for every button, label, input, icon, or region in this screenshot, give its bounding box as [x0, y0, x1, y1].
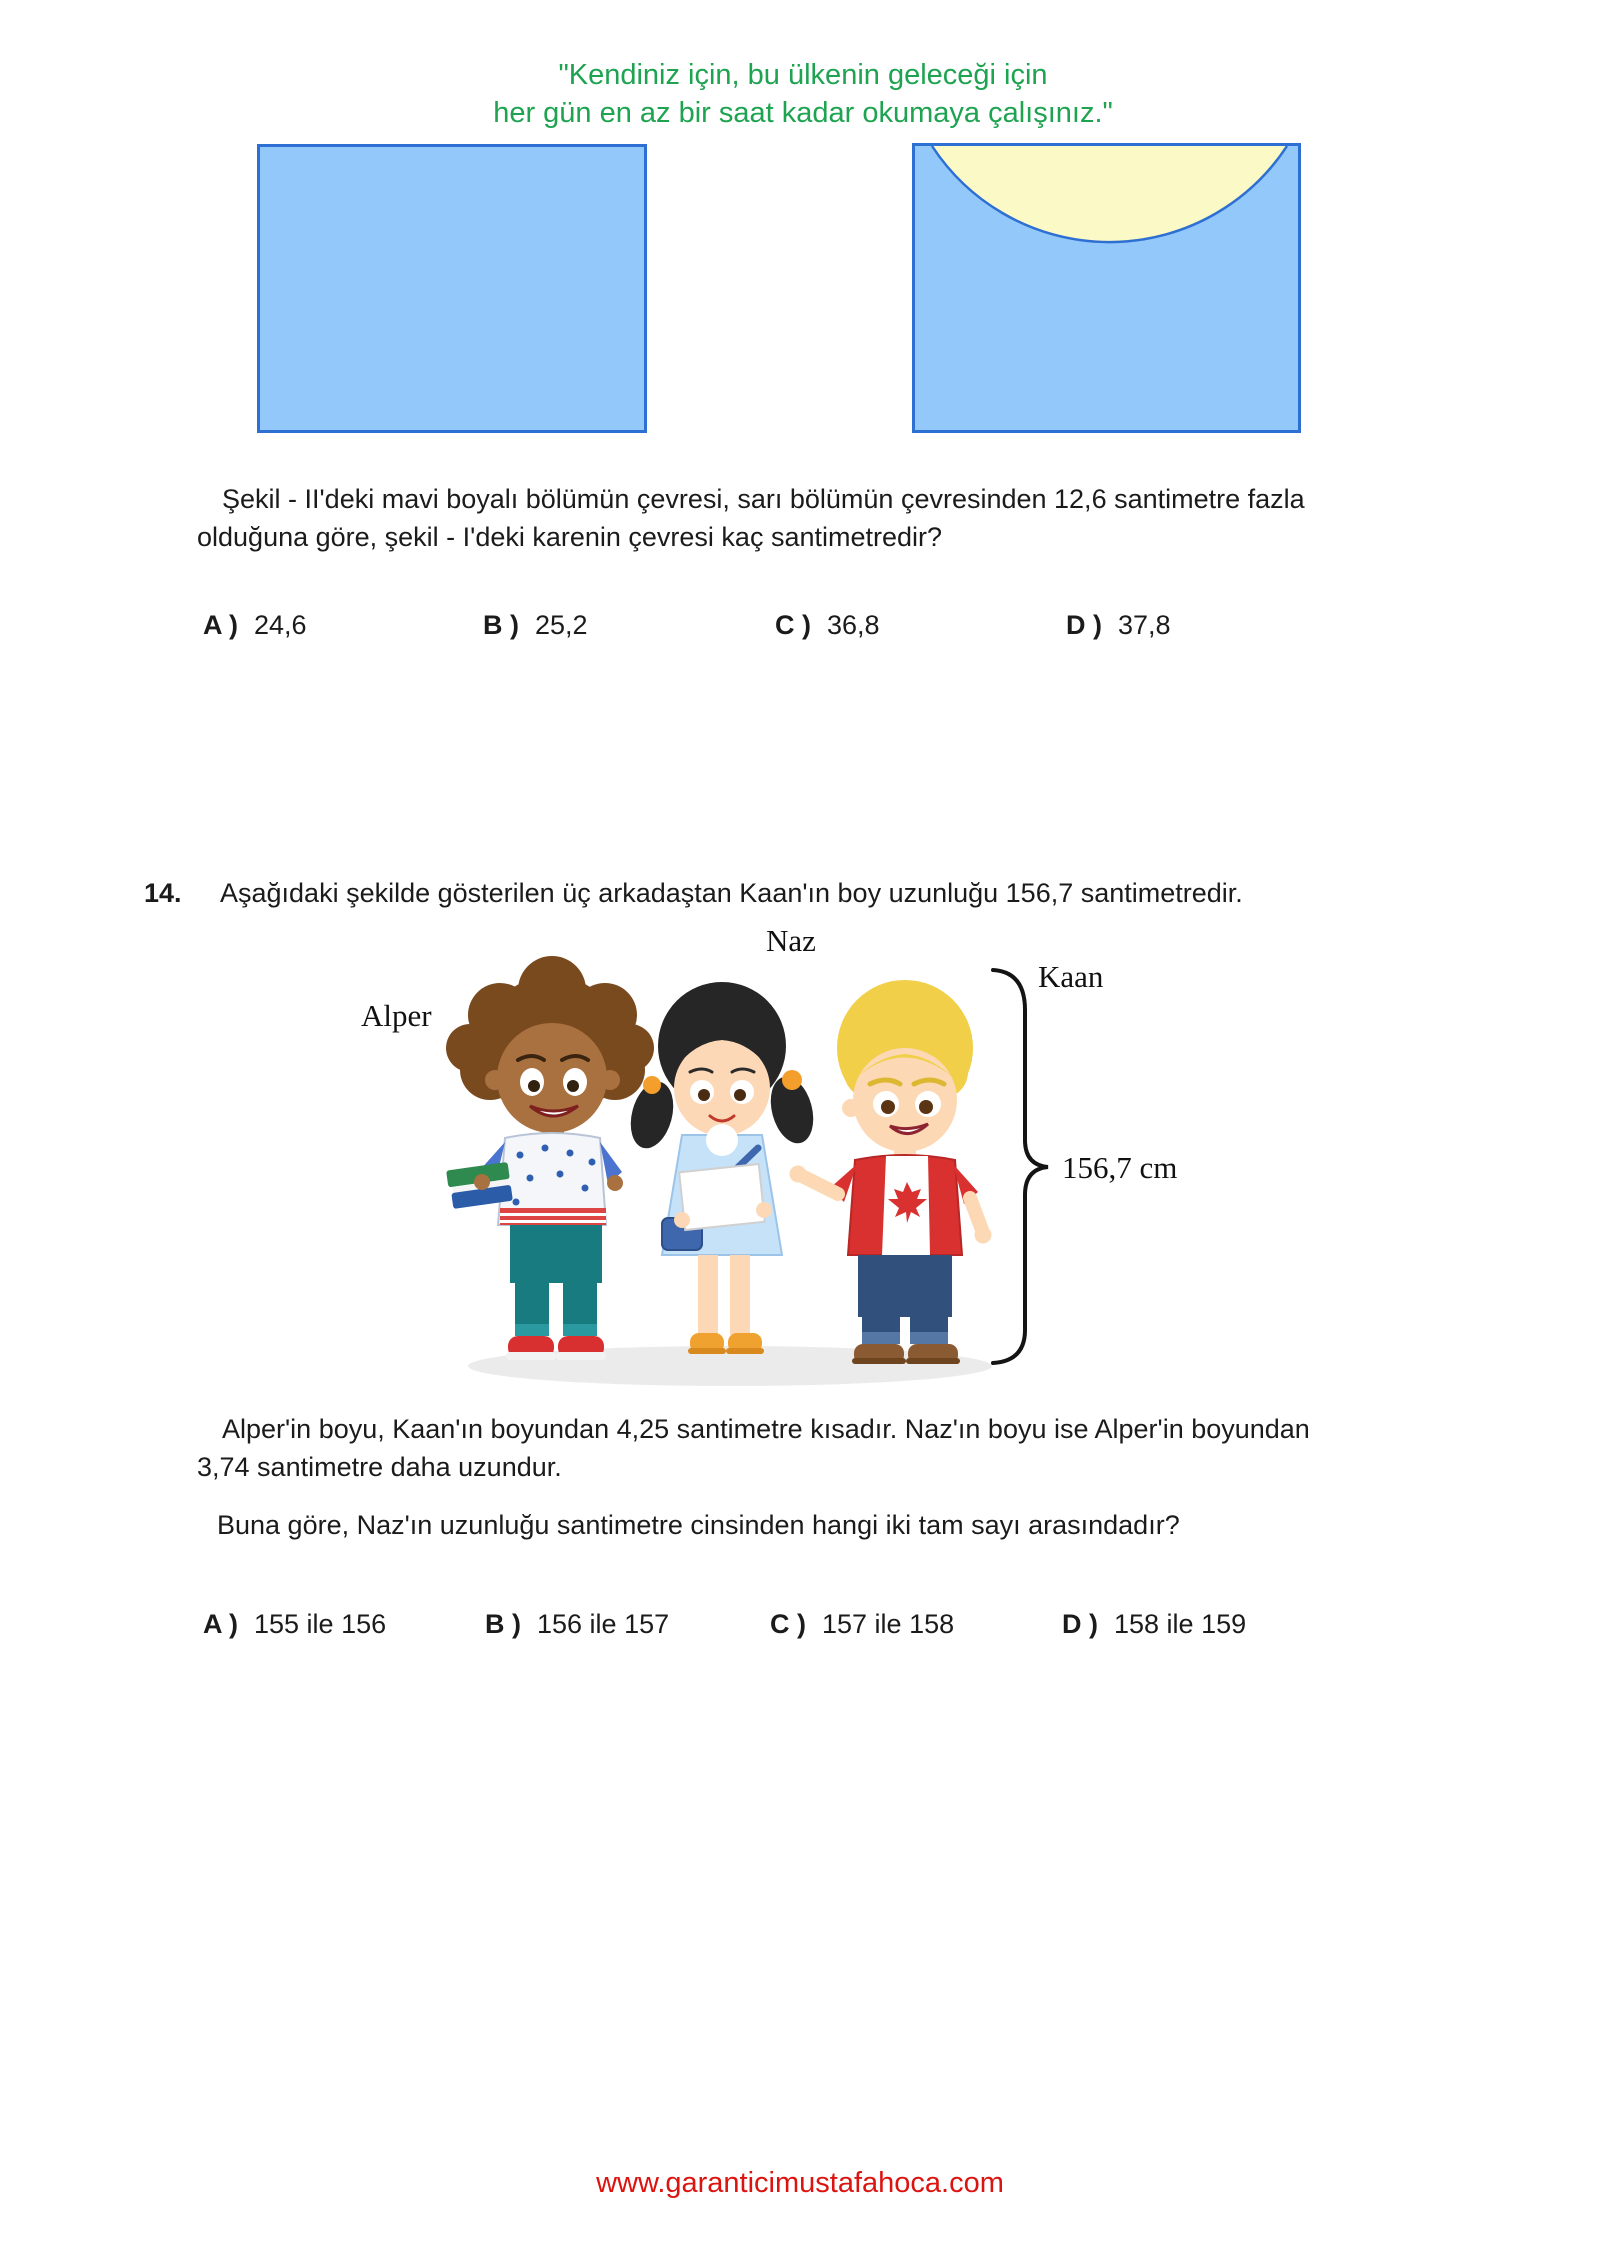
q14-option-d-letter: D )	[1062, 1609, 1098, 1639]
illustration-kaan	[790, 980, 992, 1364]
q13-option-b-value: 25,2	[535, 610, 588, 640]
q13-option-c-value: 36,8	[827, 610, 880, 640]
q14-intro: Aşağıdaki şekilde gösterilen üç arkadaştan Kaan'ın boy uzunluğu 156,7 santimetredir.	[220, 878, 1243, 908]
q14-option-a-letter: A )	[203, 1609, 238, 1639]
illustration-naz	[624, 982, 820, 1354]
q13-option-a-letter: A )	[203, 610, 238, 640]
q14-option-b	[485, 1611, 669, 1638]
q14-option-d-value: 158 ile 159	[1114, 1609, 1247, 1639]
q14-para2: Buna göre, Naz'ın uzunluğu santimetre cinsinden hangi iki tam sayı arasındadır?	[217, 1510, 1180, 1540]
quote-line-1: "Kendiniz için, bu ülkenin geleceği için	[558, 59, 1048, 91]
q14-option-a-value: 155 ile 156	[254, 1609, 387, 1639]
blue-square	[259, 146, 646, 432]
label-height: 156,7 cm	[1062, 1150, 1178, 1185]
q14-option-a	[203, 1611, 386, 1638]
q14-option-c	[770, 1611, 954, 1638]
figure-shape-2-blue-square-yellow-circle	[912, 143, 1301, 433]
q14-option-c-value: 157 ile 158	[822, 1609, 955, 1639]
q13-text-line-2: olduğuna göre, şekil - I'deki karenin çevresi kaç santimetredir?	[197, 522, 943, 552]
q13-option-b	[483, 612, 588, 639]
q13-option-c	[775, 612, 880, 639]
q14-option-b-letter: B )	[485, 1609, 521, 1639]
q13-option-b-letter: B )	[483, 610, 519, 640]
q13-option-d-letter: D )	[1066, 610, 1102, 640]
label-kaan: Kaan	[1038, 959, 1104, 994]
illustration-alper	[446, 956, 654, 1360]
q14-number: 14.	[144, 878, 182, 908]
q13-option-c-letter: C )	[775, 610, 811, 640]
q13-option-a-value: 24,6	[254, 610, 307, 640]
q14-option-d	[1062, 1611, 1246, 1638]
q14-para1-line-1: Alper'in boyu, Kaan'ın boyundan 4,25 santimetre kısadır. Naz'ın boyu ise Alper'in boyundan	[222, 1414, 1310, 1444]
label-naz: Naz	[766, 923, 816, 958]
q14-para1-line-2: 3,74 santimetre daha uzundur.	[197, 1452, 562, 1482]
q14-option-c-letter: C )	[770, 1609, 806, 1639]
three-children-illustration	[330, 920, 1060, 1400]
q13-option-d	[1066, 612, 1171, 639]
label-alper: Alper	[361, 998, 432, 1033]
q13-option-a	[203, 612, 307, 639]
q13-text-line-1: Şekil - II'deki mavi boyalı bölümün çevresi, sarı bölümün çevresinden 12,6 santimetre fazla	[222, 484, 1305, 514]
q13-option-d-value: 37,8	[1118, 610, 1171, 640]
figure-shape-1-blue-square	[257, 144, 647, 433]
quote-line-2: her gün en az bir saat kadar okumaya çalışınız."	[493, 97, 1113, 129]
q14-option-b-value: 156 ile 157	[537, 1609, 670, 1639]
footer-website: www.garanticimustafahoca.com	[596, 2167, 1004, 2199]
height-brace	[993, 970, 1048, 1363]
